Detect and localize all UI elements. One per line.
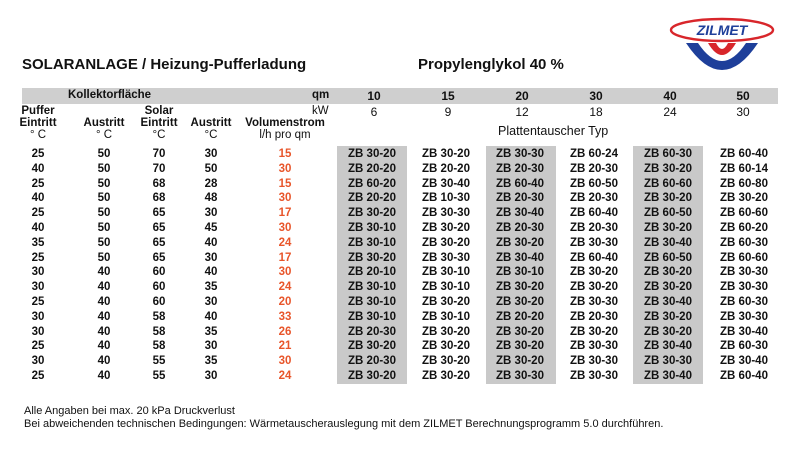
cell-type-40qm: ZB 30-20 xyxy=(644,266,692,279)
table-row xyxy=(0,354,800,370)
cell-austritt: 40 xyxy=(97,310,111,323)
kw-value: 30 xyxy=(736,105,750,119)
cell-volumenstrom: 30 xyxy=(278,192,292,205)
cell-solar-eintritt: 68 xyxy=(152,177,166,190)
cell-type-30qm: ZB 60-24 xyxy=(570,148,618,160)
cell-type-10qm: ZB 30-20 xyxy=(348,340,396,353)
cell-type-20qm: ZB 30-20 xyxy=(496,296,544,308)
cell-solar-austritt: 35 xyxy=(204,355,218,368)
cell-type-40qm: ZB 30-20 xyxy=(644,192,692,205)
cell-type-15qm: ZB 30-20 xyxy=(422,222,470,234)
cell-puffer-eintritt: 25 xyxy=(31,370,45,382)
cell-type-30qm: ZB 30-30 xyxy=(570,296,618,308)
cell-austritt: 50 xyxy=(97,162,111,175)
cell-type-30qm: ZB 20-30 xyxy=(570,310,618,323)
cell-puffer-eintritt: 30 xyxy=(31,266,45,279)
table-row xyxy=(0,236,800,252)
cell-type-30qm: ZB 60-50 xyxy=(570,177,618,190)
cell-type-20qm: ZB 30-10 xyxy=(496,266,544,279)
cell-type-15qm: ZB 30-10 xyxy=(422,310,470,323)
qm-label: qm xyxy=(312,89,330,101)
cell-solar-austritt: 30 xyxy=(204,148,218,160)
table-row xyxy=(0,251,800,267)
cell-type-20qm: ZB 30-30 xyxy=(496,148,544,160)
cell-solar-eintritt: 55 xyxy=(152,355,166,368)
cell-type-50qm: ZB 60-40 xyxy=(720,370,768,382)
qm-value: 15 xyxy=(441,89,455,103)
cell-puffer-eintritt: 25 xyxy=(31,148,45,160)
table-row xyxy=(0,369,800,385)
cell-type-20qm: ZB 20-20 xyxy=(496,310,544,323)
kw-value: 24 xyxy=(663,105,677,119)
cell-puffer-eintritt: 40 xyxy=(31,192,45,205)
cell-type-20qm: ZB 30-30 xyxy=(496,370,544,382)
cell-solar-eintritt: 65 xyxy=(152,236,166,249)
cell-type-20qm: ZB 20-30 xyxy=(496,192,544,205)
col-solar-header: Solar Eintritt °C xyxy=(140,105,178,141)
cell-type-30qm: ZB 30-30 xyxy=(570,236,618,249)
cell-type-30qm: ZB 30-30 xyxy=(570,370,618,382)
cell-austritt: 50 xyxy=(97,177,111,190)
cell-volumenstrom: 30 xyxy=(278,266,292,279)
cell-solar-eintritt: 60 xyxy=(152,281,166,294)
cell-type-40qm: ZB 30-20 xyxy=(644,222,692,234)
cell-type-30qm: ZB 30-20 xyxy=(570,266,618,279)
zilmet-logo xyxy=(668,17,776,91)
cell-type-15qm: ZB 30-20 xyxy=(422,148,470,160)
cell-type-10qm: ZB 30-10 xyxy=(348,236,396,249)
cell-type-40qm: ZB 30-40 xyxy=(644,236,692,249)
cell-austritt: 40 xyxy=(97,370,111,382)
cell-type-15qm: ZB 30-20 xyxy=(422,355,470,368)
cell-solar-austritt: 48 xyxy=(204,192,218,205)
col-puffer-header: Puffer Eintritt ° C xyxy=(19,105,57,141)
cell-type-40qm: ZB 30-40 xyxy=(644,370,692,382)
kw-value: 6 xyxy=(370,105,378,119)
cell-puffer-eintritt: 25 xyxy=(31,251,45,264)
cell-type-50qm: ZB 60-60 xyxy=(720,207,768,220)
cell-puffer-eintritt: 35 xyxy=(31,236,45,249)
table-row xyxy=(0,265,800,281)
cell-volumenstrom: 20 xyxy=(278,296,292,308)
cell-solar-eintritt: 68 xyxy=(152,192,166,205)
cell-type-40qm: ZB 30-40 xyxy=(644,296,692,308)
cell-volumenstrom: 26 xyxy=(278,325,292,338)
cell-type-50qm: ZB 30-30 xyxy=(720,266,768,279)
cell-puffer-eintritt: 30 xyxy=(31,310,45,323)
cell-solar-eintritt: 60 xyxy=(152,266,166,279)
table-row xyxy=(0,325,800,341)
cell-volumenstrom: 17 xyxy=(278,251,292,264)
cell-solar-eintritt: 65 xyxy=(152,207,166,220)
cell-puffer-eintritt: 30 xyxy=(31,355,45,368)
cell-type-10qm: ZB 30-20 xyxy=(348,370,396,382)
cell-puffer-eintritt: 30 xyxy=(31,325,45,338)
cell-type-40qm: ZB 60-50 xyxy=(644,251,692,264)
col-volumenstrom-header: Volumenstrom l/h pro qm xyxy=(245,117,325,141)
cell-solar-eintritt: 58 xyxy=(152,310,166,323)
cell-type-40qm: ZB 60-30 xyxy=(644,148,692,160)
table-row xyxy=(0,295,800,311)
cell-type-15qm: ZB 30-20 xyxy=(422,296,470,308)
cell-type-40qm: ZB 60-50 xyxy=(644,207,692,220)
cell-type-50qm: ZB 60-20 xyxy=(720,222,768,234)
table-row xyxy=(0,162,800,178)
cell-type-40qm: ZB 30-20 xyxy=(644,162,692,175)
cell-solar-austritt: 30 xyxy=(204,370,218,382)
cell-type-15qm: ZB 30-20 xyxy=(422,236,470,249)
cell-type-15qm: ZB 30-10 xyxy=(422,266,470,279)
cell-volumenstrom: 30 xyxy=(278,355,292,368)
cell-type-10qm: ZB 20-30 xyxy=(348,325,396,338)
cell-type-50qm: ZB 60-80 xyxy=(720,177,768,190)
table-row xyxy=(0,339,800,355)
cell-type-20qm: ZB 30-20 xyxy=(496,281,544,294)
cell-type-30qm: ZB 60-40 xyxy=(570,251,618,264)
qm-value: 20 xyxy=(515,89,529,103)
qm-value: 50 xyxy=(736,89,750,103)
kw-value: 9 xyxy=(444,105,452,119)
cell-puffer-eintritt: 25 xyxy=(31,177,45,190)
kw-value: 18 xyxy=(589,105,603,119)
cell-austritt: 40 xyxy=(97,325,111,338)
cell-puffer-eintritt: 25 xyxy=(31,340,45,353)
cell-type-40qm: ZB 60-60 xyxy=(644,177,692,190)
cell-volumenstrom: 30 xyxy=(278,162,292,175)
cell-type-50qm: ZB 30-30 xyxy=(720,310,768,323)
cell-type-10qm: ZB 20-10 xyxy=(348,266,396,279)
cell-solar-eintritt: 58 xyxy=(152,340,166,353)
table-row xyxy=(0,310,800,326)
cell-volumenstrom: 24 xyxy=(278,281,292,294)
cell-type-40qm: ZB 30-30 xyxy=(644,355,692,368)
cell-solar-austritt: 50 xyxy=(204,162,218,175)
qm-value: 10 xyxy=(367,89,381,103)
cell-volumenstrom: 33 xyxy=(278,310,292,323)
cell-type-15qm: ZB 30-30 xyxy=(422,251,470,264)
cell-type-10qm: ZB 30-10 xyxy=(348,310,396,323)
cell-solar-austritt: 40 xyxy=(204,236,218,249)
cell-solar-austritt: 30 xyxy=(204,207,218,220)
table-row xyxy=(0,191,800,207)
cell-puffer-eintritt: 30 xyxy=(31,281,45,294)
cell-type-10qm: ZB 30-20 xyxy=(348,148,396,160)
cell-type-10qm: ZB 20-20 xyxy=(348,192,396,205)
cell-austritt: 40 xyxy=(97,281,111,294)
cell-type-15qm: ZB 10-30 xyxy=(422,192,470,205)
cell-type-30qm: ZB 30-20 xyxy=(570,325,618,338)
cell-volumenstrom: 21 xyxy=(278,340,292,353)
plattentauscher-label: Plattentauscher Typ xyxy=(498,124,609,138)
cell-solar-austritt: 30 xyxy=(204,251,218,264)
cell-type-20qm: ZB 30-20 xyxy=(496,325,544,338)
cell-puffer-eintritt: 25 xyxy=(31,207,45,220)
cell-type-20qm: ZB 20-30 xyxy=(496,162,544,175)
cell-type-15qm: ZB 30-20 xyxy=(422,370,470,382)
cell-solar-austritt: 30 xyxy=(204,340,218,353)
cell-solar-eintritt: 55 xyxy=(152,370,166,382)
cell-type-40qm: ZB 30-20 xyxy=(644,281,692,294)
table-row xyxy=(0,206,800,222)
cell-type-20qm: ZB 60-40 xyxy=(496,177,544,190)
cell-volumenstrom: 15 xyxy=(278,177,292,190)
cell-volumenstrom: 24 xyxy=(278,236,292,249)
table-row xyxy=(0,147,800,163)
fluid-subtitle: Propylenglykol 40 % xyxy=(418,56,564,73)
cell-type-50qm: ZB 60-30 xyxy=(720,296,768,308)
cell-volumenstrom: 15 xyxy=(278,148,292,160)
cell-type-50qm: ZB 60-30 xyxy=(720,340,768,353)
cell-type-40qm: ZB 30-40 xyxy=(644,340,692,353)
cell-type-10qm: ZB 30-20 xyxy=(348,251,396,264)
kw-label: kW xyxy=(312,105,329,117)
cell-type-50qm: ZB 30-20 xyxy=(720,192,768,205)
table-row xyxy=(0,177,800,193)
cell-type-50qm: ZB 30-40 xyxy=(720,355,768,368)
cell-type-50qm: ZB 60-14 xyxy=(720,162,768,175)
cell-volumenstrom: 30 xyxy=(278,222,292,234)
cell-solar-austritt: 40 xyxy=(204,310,218,323)
cell-type-10qm: ZB 60-20 xyxy=(348,177,396,190)
cell-type-30qm: ZB 20-30 xyxy=(570,162,618,175)
cell-type-30qm: ZB 60-40 xyxy=(570,207,618,220)
cell-austritt: 50 xyxy=(97,236,111,249)
cell-solar-eintritt: 58 xyxy=(152,325,166,338)
cell-austritt: 50 xyxy=(97,251,111,264)
cell-type-15qm: ZB 30-20 xyxy=(422,340,470,353)
cell-type-30qm: ZB 30-30 xyxy=(570,340,618,353)
cell-austritt: 40 xyxy=(97,266,111,279)
cell-puffer-eintritt: 25 xyxy=(31,296,45,308)
cell-type-20qm: ZB 30-40 xyxy=(496,207,544,220)
cell-type-30qm: ZB 30-20 xyxy=(570,281,618,294)
cell-solar-eintritt: 60 xyxy=(152,296,166,308)
cell-type-50qm: ZB 60-40 xyxy=(720,148,768,160)
cell-austritt: 40 xyxy=(97,355,111,368)
qm-value: 30 xyxy=(589,89,603,103)
cell-type-15qm: ZB 30-20 xyxy=(422,325,470,338)
cell-volumenstrom: 17 xyxy=(278,207,292,220)
cell-type-30qm: ZB 30-30 xyxy=(570,355,618,368)
kollektorflaeche-label: Kollektorfläche xyxy=(68,89,152,101)
cell-puffer-eintritt: 40 xyxy=(31,222,45,234)
page-title: SOLARANLAGE / Heizung-Pufferladung xyxy=(22,56,307,73)
cell-type-15qm: ZB 30-40 xyxy=(422,177,470,190)
cell-austritt: 50 xyxy=(97,207,111,220)
cell-type-30qm: ZB 20-30 xyxy=(570,192,618,205)
footer-note-1: Alle Angaben bei max. 20 kPa Druckverlust xyxy=(24,405,235,417)
cell-type-50qm: ZB 60-60 xyxy=(720,251,768,264)
cell-austritt: 40 xyxy=(97,340,111,353)
cell-type-20qm: ZB 20-30 xyxy=(496,222,544,234)
cell-solar-austritt: 28 xyxy=(204,177,218,190)
footer-note-2: Bei abweichenden technischen Bedingungen: Wärmetauscherauslegung mit dem ZILMET Berechnungsprogramm 5.0 durchführen. xyxy=(24,418,664,430)
cell-type-10qm: ZB 20-20 xyxy=(348,162,396,175)
cell-type-20qm: ZB 30-20 xyxy=(496,236,544,249)
cell-austritt: 50 xyxy=(97,148,111,160)
cell-solar-austritt: 40 xyxy=(204,266,218,279)
cell-solar-austritt: 30 xyxy=(204,296,218,308)
cell-puffer-eintritt: 40 xyxy=(31,162,45,175)
cell-type-40qm: ZB 30-20 xyxy=(644,310,692,323)
cell-type-20qm: ZB 30-20 xyxy=(496,355,544,368)
cell-type-15qm: ZB 20-20 xyxy=(422,162,470,175)
cell-type-10qm: ZB 30-20 xyxy=(348,207,396,220)
cell-type-20qm: ZB 30-20 xyxy=(496,340,544,353)
cell-austritt: 50 xyxy=(97,222,111,234)
cell-solar-austritt: 45 xyxy=(204,222,218,234)
cell-solar-eintritt: 70 xyxy=(152,162,166,175)
cell-austritt: 50 xyxy=(97,192,111,205)
logo-text: ZILMET xyxy=(696,22,748,38)
col-austritt2-header: Austritt °C xyxy=(190,117,232,141)
cell-type-40qm: ZB 30-20 xyxy=(644,325,692,338)
col-austritt1-header: Austritt ° C xyxy=(83,117,125,141)
cell-solar-austritt: 35 xyxy=(204,325,218,338)
cell-type-10qm: ZB 30-10 xyxy=(348,222,396,234)
cell-type-15qm: ZB 30-30 xyxy=(422,207,470,220)
table-row xyxy=(0,280,800,296)
cell-type-30qm: ZB 20-30 xyxy=(570,222,618,234)
cell-type-10qm: ZB 30-10 xyxy=(348,281,396,294)
cell-type-50qm: ZB 30-30 xyxy=(720,281,768,294)
cell-solar-eintritt: 65 xyxy=(152,222,166,234)
kw-value: 12 xyxy=(515,105,529,119)
cell-austritt: 40 xyxy=(97,296,111,308)
table-row xyxy=(0,221,800,237)
cell-type-20qm: ZB 30-40 xyxy=(496,251,544,264)
cell-solar-eintritt: 70 xyxy=(152,148,166,160)
cell-type-10qm: ZB 30-10 xyxy=(348,296,396,308)
cell-solar-eintritt: 65 xyxy=(152,251,166,264)
cell-solar-austritt: 35 xyxy=(204,281,218,294)
cell-type-50qm: ZB 60-30 xyxy=(720,236,768,249)
cell-volumenstrom: 24 xyxy=(278,370,292,382)
cell-type-10qm: ZB 20-30 xyxy=(348,355,396,368)
cell-type-15qm: ZB 30-10 xyxy=(422,281,470,294)
cell-type-50qm: ZB 30-40 xyxy=(720,325,768,338)
qm-value: 40 xyxy=(663,89,677,103)
